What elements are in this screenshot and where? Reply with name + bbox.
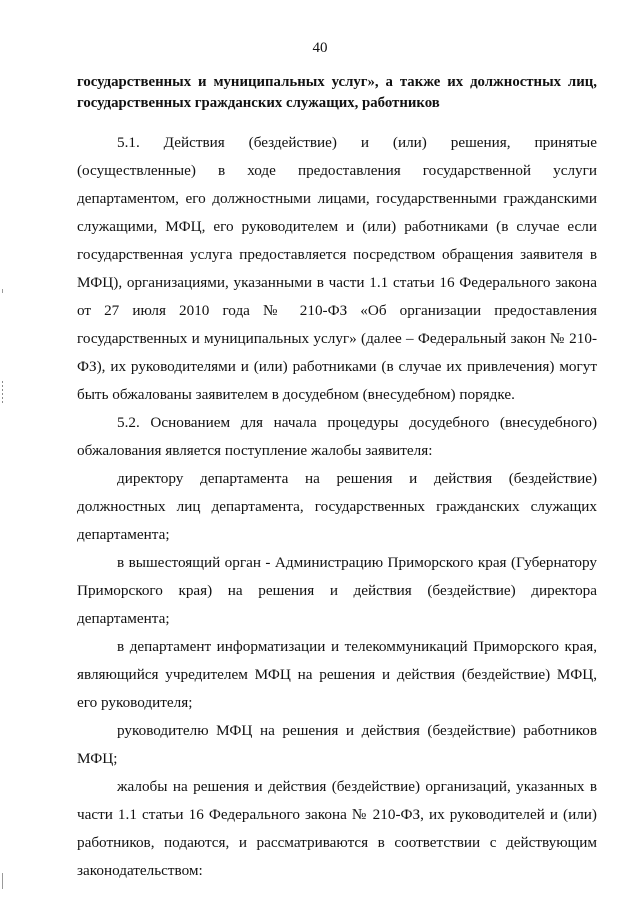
list-item-director: директору департамента на решения и действия (бездействие) должностных лиц департамента, государственных гражданских служащих департамента; xyxy=(77,470,597,543)
scan-edge-mark xyxy=(2,381,3,403)
scan-edge-mark xyxy=(2,289,3,293)
list-item-informatization-department: в департамент информатизации и телекоммуникаций Приморского края, являющийся учредителем МФЦ на решения и действия (бездействие) МФЦ, его руководителя; xyxy=(77,638,597,711)
list-item-organizations: жалобы на решения и действия (бездействие) организаций, указанных в части 1.1 статьи 16 Федерального закона № 210-ФЗ, их руководителей и (или) работников, подаются, и рассматриваются в соответствии с действующим законодательством: xyxy=(77,778,597,879)
paragraph-5-1: 5.1. Действия (бездействие) и (или) решения, принятые (осуществленные) в ходе предоставления государственной услуги департаментом, его должностными лицами, государственными гражданскими служащими, МФЦ, его руководителем и (или) работниками (в случае если государственная услуга предоставляется посредством обращения заявителя в МФЦ), организациями, указанными в части 1.1 статьи 16 Федерального закона от 27 июля 2010 года № 210-ФЗ «Об организации предоставления государственных и муниципальных услуг» (далее – Федеральный закон № 210-ФЗ), их руководителями и (или) работниками (в случае их привлечения) могут быть обжалованы заявителем в досудебном (внесудебном) порядке. xyxy=(77,134,597,403)
page-number: 40 xyxy=(312,40,328,56)
list-item-higher-authority: в вышестоящий орган - Администрацию Приморского края (Губернатору Приморского края) на решения и действия (бездействие) директора департамента; xyxy=(77,554,597,627)
document-body xyxy=(77,129,597,885)
scan-edge-mark xyxy=(2,873,3,889)
paragraph-5-2: 5.2. Основанием для начала процедуры досудебного (внесудебного) обжалования является поступление жалобы заявителя: xyxy=(77,414,597,459)
section-heading: государственных и муниципальных услуг», а также их должностных лиц, государственных гражданских служащих, работников xyxy=(77,74,597,111)
list-item-mfc-head: руководителю МФЦ на решения и действия (бездействие) работников МФЦ; xyxy=(77,722,597,767)
